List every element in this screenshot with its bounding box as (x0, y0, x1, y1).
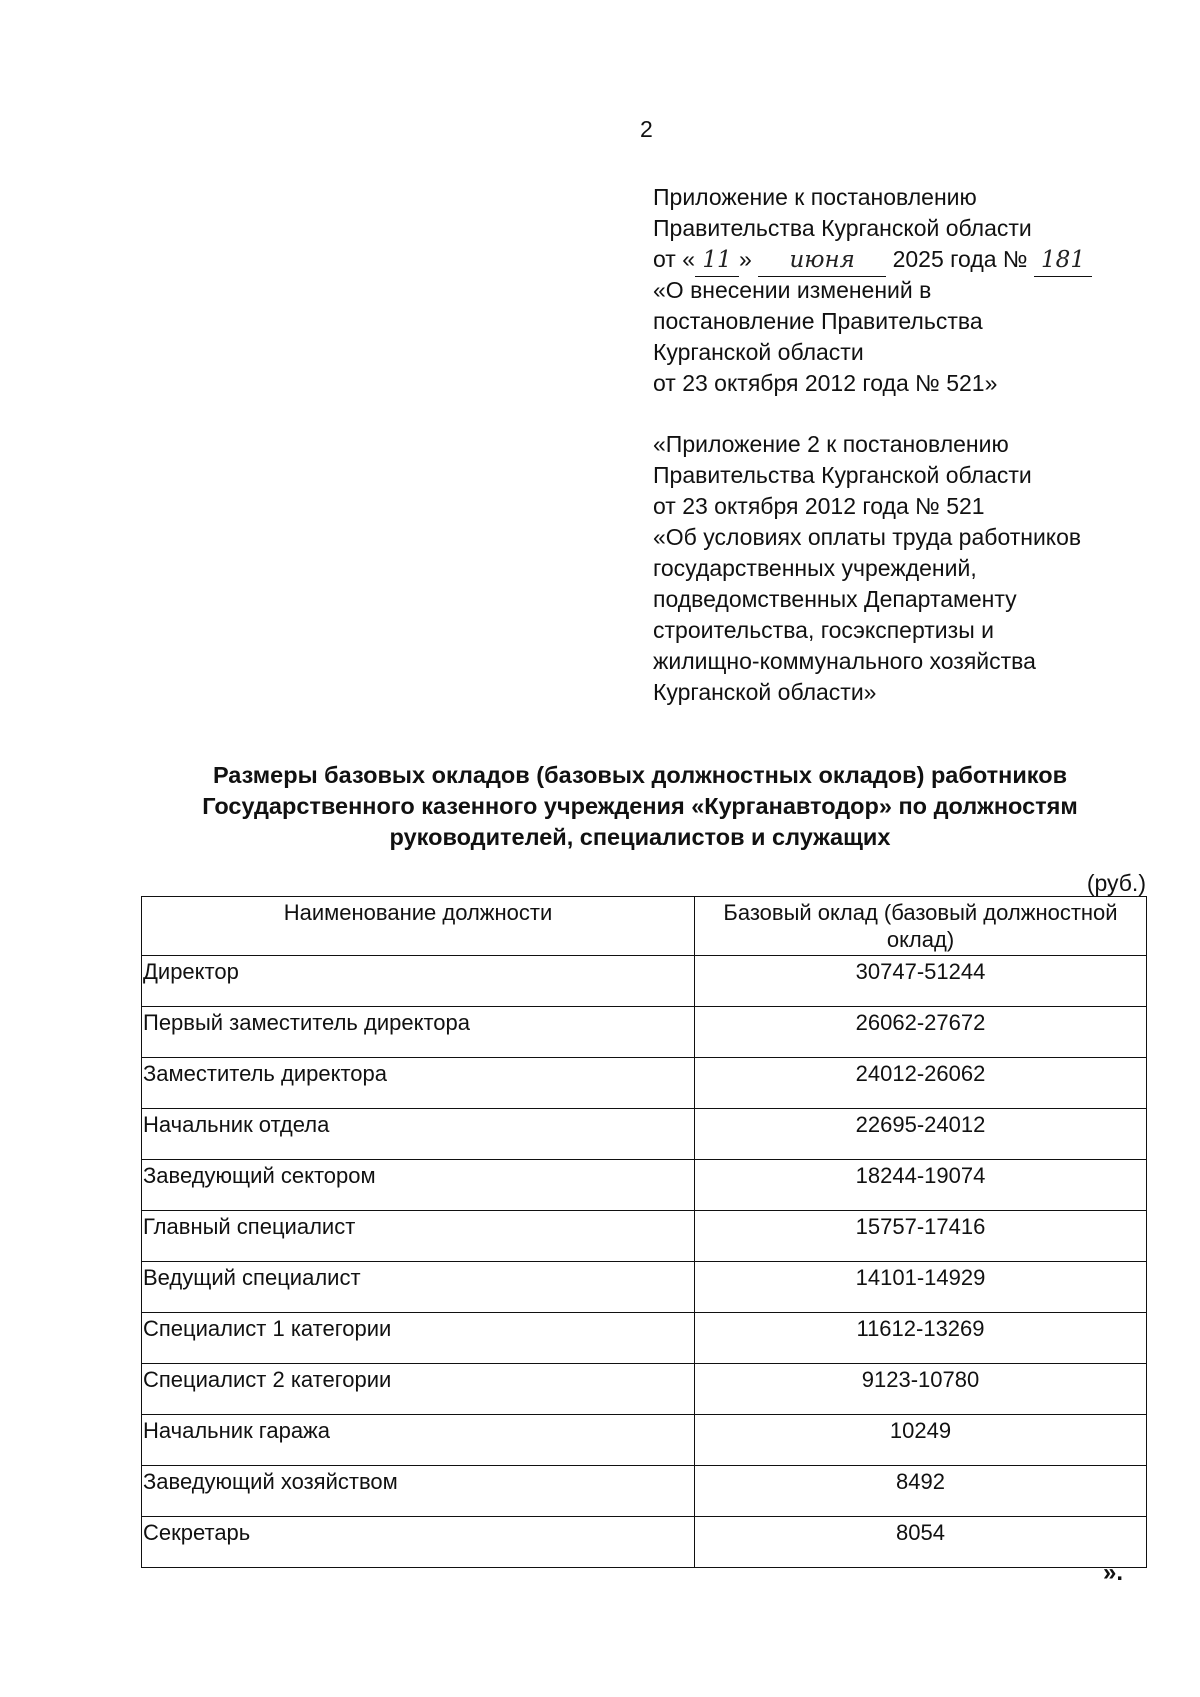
table-row (142, 1517, 1147, 1568)
salary-cell: 11612-13269 (695, 1313, 1147, 1364)
position-cell: Первый заместитель директора (142, 1007, 695, 1058)
salary-cell: 8492 (695, 1466, 1147, 1517)
handwritten-month: июня (758, 245, 886, 277)
appendix2-line: Курганской области» (653, 679, 877, 705)
position-cell: Главный специалист (142, 1211, 695, 1262)
header-line: Курганской области (653, 339, 864, 365)
appendix2-line: строительства, госэкспертизы и (653, 617, 994, 643)
table-row (142, 956, 1147, 1007)
salary-cell: 8054 (695, 1517, 1147, 1568)
spacer (653, 399, 1173, 429)
appendix2-line: Правительства Курганской области (653, 462, 1032, 488)
table-row (142, 1466, 1147, 1517)
header-line: от 23 октября 2012 года № 521» (653, 370, 998, 396)
header-line: постановление Правительства (653, 308, 983, 334)
column-header-position: Наименование должности (142, 897, 695, 956)
position-cell: Заведующий сектором (142, 1160, 695, 1211)
salary-cell: 22695-24012 (695, 1109, 1147, 1160)
salary-cell: 26062-27672 (695, 1007, 1147, 1058)
table-row (142, 1262, 1147, 1313)
table-row (142, 1211, 1147, 1262)
column-header-salary: Базовый оклад (базовый должностной оклад) (695, 897, 1147, 956)
position-cell: Директор (142, 956, 695, 1007)
appendix-header (653, 182, 1173, 708)
appendix2-line: «Приложение 2 к постановлению (653, 431, 1009, 457)
position-cell: Заместитель директора (142, 1058, 695, 1109)
position-cell: Заведующий хозяйством (142, 1466, 695, 1517)
salary-cell: 14101-14929 (695, 1262, 1147, 1313)
handwritten-day: 11 (695, 245, 739, 277)
handwritten-number: 181 (1034, 245, 1092, 277)
table-header-row (142, 897, 1147, 956)
title-line: Размеры базовых окладов (базовых должностных окладов) работников (212, 762, 1068, 788)
table-body (142, 956, 1147, 1568)
document-title (140, 760, 1140, 853)
date-prefix: от « (653, 246, 696, 272)
appendix2-line: государственных учреждений, (653, 555, 977, 581)
table-row (142, 1007, 1147, 1058)
salary-cell: 10249 (695, 1415, 1147, 1466)
table-row (142, 1160, 1147, 1211)
table-row (142, 1109, 1147, 1160)
title-line: руководителей, специалистов и служащих (389, 824, 891, 850)
salary-cell: 24012-26062 (695, 1058, 1147, 1109)
header-date-line (653, 244, 1173, 275)
salary-cell: 30747-51244 (695, 956, 1147, 1007)
position-cell: Начальник гаража (142, 1415, 695, 1466)
salary-cell: 18244-19074 (695, 1160, 1147, 1211)
date-year: 2025 года № (892, 246, 1028, 272)
appendix2-line: «Об условиях оплаты труда работников (653, 524, 1082, 550)
salary-cell: 9123-10780 (695, 1364, 1147, 1415)
appendix2-line: жилищно-коммунального хозяйства (653, 648, 1036, 674)
table-row (142, 1415, 1147, 1466)
salary-table (141, 896, 1147, 1568)
position-cell: Специалист 1 категории (142, 1313, 695, 1364)
position-cell: Начальник отдела (142, 1109, 695, 1160)
table-row (142, 1058, 1147, 1109)
table-row (142, 1313, 1147, 1364)
table-row (142, 1364, 1147, 1415)
header-line: Правительства Курганской области (653, 215, 1032, 241)
header-line: Приложение к постановлению (653, 184, 977, 210)
date-quote-close: » (739, 246, 752, 272)
appendix2-line: подведомственных Департаменту (653, 586, 1017, 612)
title-line: Государственного казенного учреждения «Курганавтодор» по должностям (202, 793, 1078, 819)
position-cell: Ведущий специалист (142, 1262, 695, 1313)
page-number: 2 (640, 116, 653, 142)
header-line: «О внесении изменений в (653, 277, 932, 303)
closing-quote: ». (1103, 1559, 1124, 1586)
position-cell: Секретарь (142, 1517, 695, 1568)
position-cell: Специалист 2 категории (142, 1364, 695, 1415)
salary-cell: 15757-17416 (695, 1211, 1147, 1262)
appendix2-line: от 23 октября 2012 года № 521 (653, 493, 985, 519)
currency-unit: (руб.) (1086, 870, 1146, 896)
